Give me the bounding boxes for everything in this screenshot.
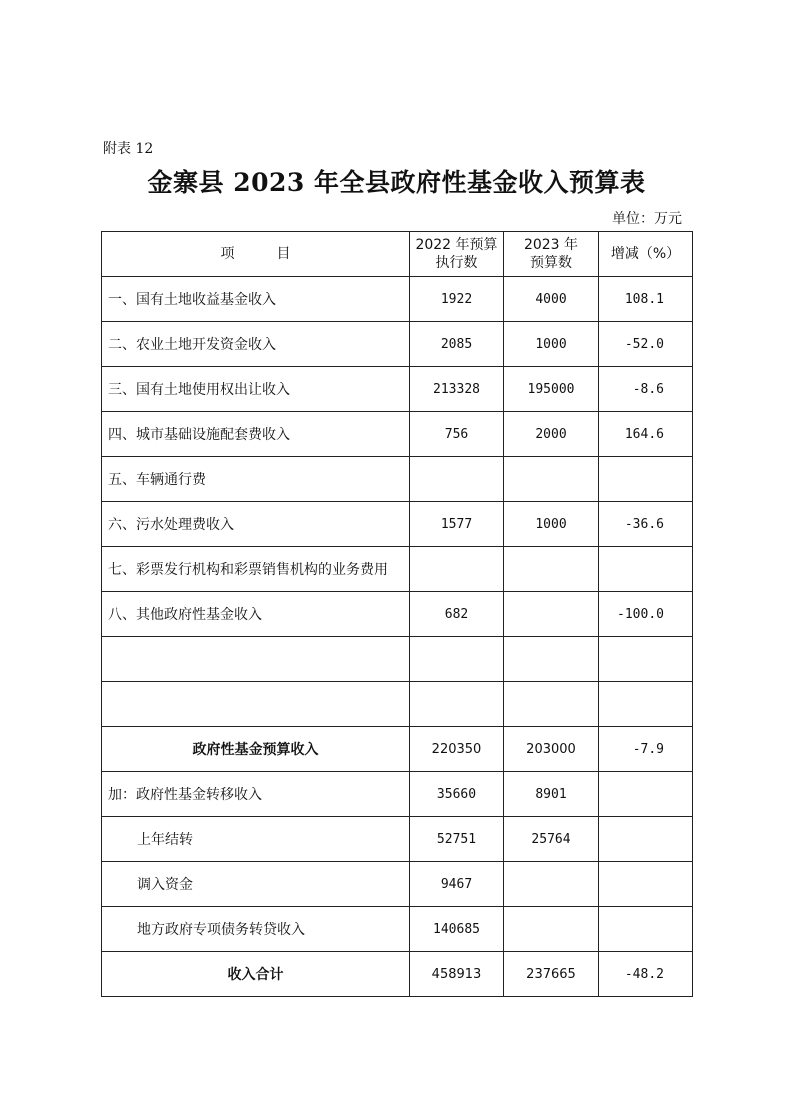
table-row [102, 412, 693, 457]
row-change [599, 457, 693, 502]
header-exec-2022-line1: 2022 年预算 [415, 237, 498, 253]
row-change: -8.6 [599, 367, 693, 412]
addition-row [102, 907, 693, 952]
row-change: -100.0 [599, 592, 693, 637]
header-exec-2022 [410, 232, 504, 277]
budget-table [101, 231, 693, 997]
table-header-row [102, 232, 693, 277]
addition-budget-2023 [504, 907, 599, 952]
addition-budget-2023: 25764 [504, 817, 599, 862]
row-label: 二、农业土地开发资金收入 [102, 322, 410, 367]
row-label: 八、其他政府性基金收入 [102, 592, 410, 637]
row-exec-2022: 2085 [410, 322, 504, 367]
addition-exec-2022: 9467 [410, 862, 504, 907]
addition-row [102, 862, 693, 907]
addition-budget-2023 [504, 862, 599, 907]
row-label: 五、车辆通行费 [102, 457, 410, 502]
row-budget-2023 [504, 547, 599, 592]
row-budget-2023 [504, 682, 599, 727]
row-budget-2023: 1000 [504, 502, 599, 547]
row-exec-2022: 1577 [410, 502, 504, 547]
row-label [102, 637, 410, 682]
row-change [599, 637, 693, 682]
row-budget-2023: 1000 [504, 322, 599, 367]
addition-exec-2022: 52751 [410, 817, 504, 862]
addition-change [599, 772, 693, 817]
table-row [102, 547, 693, 592]
table-row [102, 457, 693, 502]
row-exec-2022: 1922 [410, 277, 504, 322]
table-row [102, 322, 693, 367]
row-label: 一、国有土地收益基金收入 [102, 277, 410, 322]
table-row-empty [102, 637, 693, 682]
row-change: -52.0 [599, 322, 693, 367]
addition-row [102, 772, 693, 817]
row-change: -36.6 [599, 502, 693, 547]
row-exec-2022 [410, 682, 504, 727]
row-label [102, 682, 410, 727]
row-budget-2023 [504, 592, 599, 637]
subtotal-label: 政府性基金预算收入 [102, 727, 410, 772]
header-budget-2023 [504, 232, 599, 277]
addition-change [599, 817, 693, 862]
row-exec-2022: 682 [410, 592, 504, 637]
page-title: 金寨县 2023 年全县政府性基金收入预算表 [147, 168, 646, 197]
addition-label: 地方政府专项债务转贷收入 [102, 907, 410, 952]
addition-label: 调入资金 [102, 862, 410, 907]
addition-budget-2023: 8901 [504, 772, 599, 817]
row-label: 七、彩票发行机构和彩票销售机构的业务费用 [102, 547, 410, 592]
row-label: 四、城市基础设施配套费收入 [102, 412, 410, 457]
header-item: 项 目 [102, 232, 410, 277]
subtotal-change: -7.9 [599, 727, 693, 772]
addition-label: 上年结转 [102, 817, 410, 862]
header-budget-2023-line1: 2023 年 [523, 237, 579, 253]
row-exec-2022: 213328 [410, 367, 504, 412]
row-budget-2023: 195000 [504, 367, 599, 412]
row-budget-2023: 4000 [504, 277, 599, 322]
table-row-empty [102, 682, 693, 727]
row-budget-2023 [504, 457, 599, 502]
table-row [102, 592, 693, 637]
total-budget-2023: 237665 [504, 952, 599, 997]
row-label: 三、国有土地使用权出让收入 [102, 367, 410, 412]
row-change: 108.1 [599, 277, 693, 322]
total-label: 收入合计 [102, 952, 410, 997]
unit-label: 单位：万元 [612, 211, 682, 227]
header-budget-2023-line2: 预算数 [530, 255, 572, 271]
subtotal-budget-2023: 203000 [504, 727, 599, 772]
row-change: 164.6 [599, 412, 693, 457]
row-label: 六、污水处理费收入 [102, 502, 410, 547]
subtotal-row [102, 727, 693, 772]
total-change: -48.2 [599, 952, 693, 997]
addition-label: 加：政府性基金转移收入 [102, 772, 410, 817]
table-row [102, 277, 693, 322]
subtotal-exec-2022: 220350 [410, 727, 504, 772]
total-row [102, 952, 693, 997]
addition-exec-2022: 140685 [410, 907, 504, 952]
addition-change [599, 862, 693, 907]
addition-exec-2022: 35660 [410, 772, 504, 817]
row-change [599, 547, 693, 592]
row-change [599, 682, 693, 727]
row-budget-2023: 2000 [504, 412, 599, 457]
table-row [102, 367, 693, 412]
row-exec-2022 [410, 547, 504, 592]
appendix-label: 附表 12 [103, 141, 154, 157]
total-exec-2022: 458913 [410, 952, 504, 997]
addition-row [102, 817, 693, 862]
table-row [102, 502, 693, 547]
row-exec-2022: 756 [410, 412, 504, 457]
row-budget-2023 [504, 637, 599, 682]
header-exec-2022-line2: 执行数 [435, 255, 478, 271]
row-exec-2022 [410, 637, 504, 682]
addition-change [599, 907, 693, 952]
header-change: 增减（%） [599, 232, 693, 277]
row-exec-2022 [410, 457, 504, 502]
